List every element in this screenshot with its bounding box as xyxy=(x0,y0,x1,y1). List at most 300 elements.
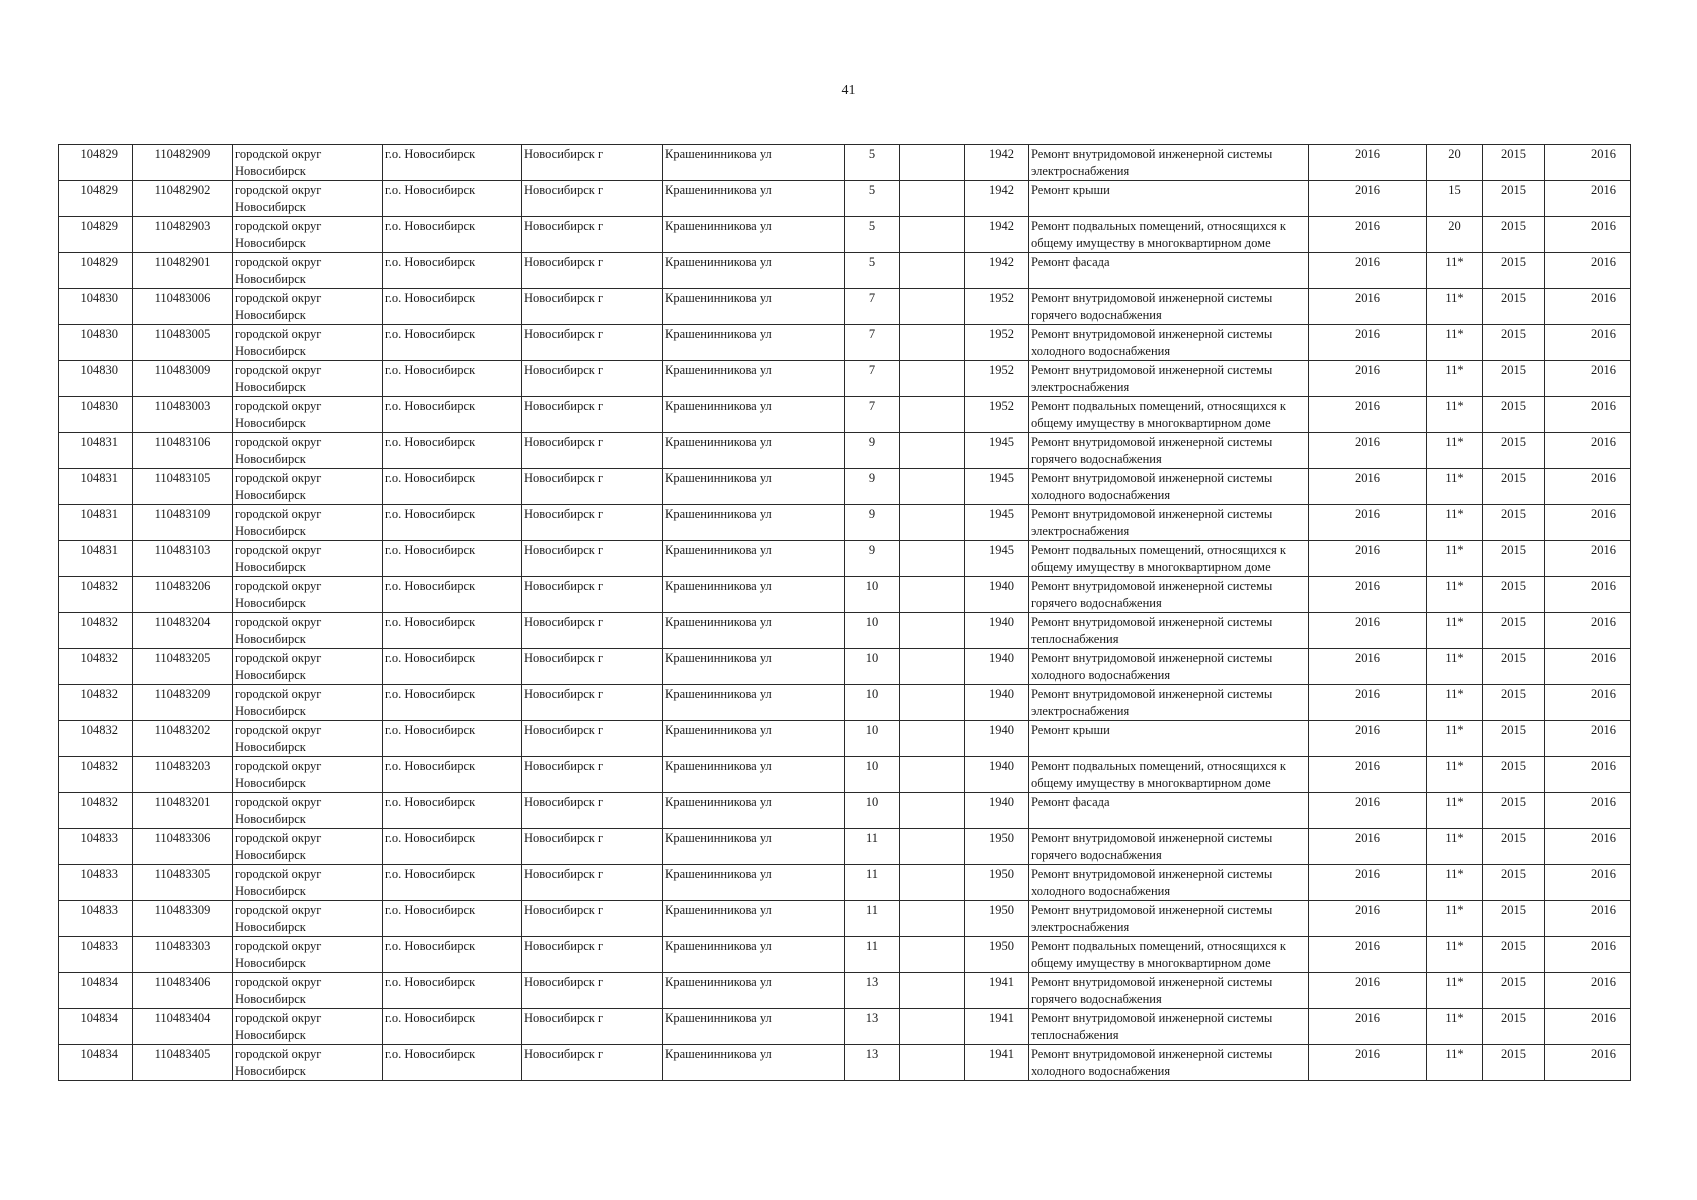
cell-rate: 11* xyxy=(1427,397,1483,433)
cell-construction-year: 1940 xyxy=(965,721,1029,757)
cell-end-year: 2016 xyxy=(1545,541,1631,577)
cell-city: Новосибирск г xyxy=(522,253,663,289)
cell-municipality: городской округ Новосибирск xyxy=(233,577,383,613)
cell-end-year: 2016 xyxy=(1545,253,1631,289)
cell-work-type: Ремонт внутридомовой инженерной системы электроснабжения xyxy=(1029,145,1309,181)
cell-work-type: Ремонт внутридомовой инженерной системы горячего водоснабжения xyxy=(1029,433,1309,469)
cell-construction-year: 1945 xyxy=(965,505,1029,541)
cell-house-id: 104829 xyxy=(59,181,133,217)
cell-work-id: 110483204 xyxy=(133,613,233,649)
cell-house-id: 104832 xyxy=(59,793,133,829)
cell-construction-year: 1942 xyxy=(965,181,1029,217)
cell-municipality: городской округ Новосибирск xyxy=(233,217,383,253)
cell-city: Новосибирск г xyxy=(522,325,663,361)
cell-start-year: 2015 xyxy=(1483,325,1545,361)
cell-house-id: 104829 xyxy=(59,253,133,289)
cell-work-type: Ремонт фасада xyxy=(1029,793,1309,829)
cell-municipality: городской округ Новосибирск xyxy=(233,613,383,649)
cell-municipality: городской округ Новосибирск xyxy=(233,181,383,217)
cell-city: Новосибирск г xyxy=(522,829,663,865)
cell-house-id: 104830 xyxy=(59,289,133,325)
table-row xyxy=(59,793,1631,829)
cell-construction-year: 1950 xyxy=(965,829,1029,865)
cell-house-id: 104831 xyxy=(59,541,133,577)
cell-work-type: Ремонт крыши xyxy=(1029,181,1309,217)
cell-plan-year: 2016 xyxy=(1309,973,1427,1009)
cell-district: г.о. Новосибирск xyxy=(383,145,522,181)
cell-city: Новосибирск г xyxy=(522,973,663,1009)
cell-house-number: 10 xyxy=(845,577,900,613)
cell-district: г.о. Новосибирск xyxy=(383,361,522,397)
cell-municipality: городской округ Новосибирск xyxy=(233,397,383,433)
cell-work-type: Ремонт внутридомовой инженерной системы теплоснабжения xyxy=(1029,1009,1309,1045)
cell-construction-year: 1941 xyxy=(965,1009,1029,1045)
cell-district: г.о. Новосибирск xyxy=(383,1009,522,1045)
cell-rate: 20 xyxy=(1427,217,1483,253)
cell-district: г.о. Новосибирск xyxy=(383,253,522,289)
cell-start-year: 2015 xyxy=(1483,973,1545,1009)
cell-start-year: 2015 xyxy=(1483,613,1545,649)
cell-rate: 11* xyxy=(1427,901,1483,937)
cell-plan-year: 2016 xyxy=(1309,181,1427,217)
cell-start-year: 2015 xyxy=(1483,253,1545,289)
cell-street: Крашенинникова ул xyxy=(663,325,845,361)
cell-rate: 11* xyxy=(1427,1009,1483,1045)
cell-end-year: 2016 xyxy=(1545,757,1631,793)
cell-district: г.о. Новосибирск xyxy=(383,937,522,973)
cell-work-id: 110483006 xyxy=(133,289,233,325)
cell-start-year: 2015 xyxy=(1483,865,1545,901)
cell-municipality: городской округ Новосибирск xyxy=(233,973,383,1009)
cell-work-id: 110483309 xyxy=(133,901,233,937)
cell-building xyxy=(900,649,965,685)
cell-rate: 20 xyxy=(1427,145,1483,181)
cell-work-id: 110483404 xyxy=(133,1009,233,1045)
cell-construction-year: 1940 xyxy=(965,577,1029,613)
cell-house-number: 10 xyxy=(845,793,900,829)
cell-municipality: городской округ Новосибирск xyxy=(233,541,383,577)
cell-city: Новосибирск г xyxy=(522,721,663,757)
cell-municipality: городской округ Новосибирск xyxy=(233,505,383,541)
cell-rate: 11* xyxy=(1427,505,1483,541)
cell-street: Крашенинникова ул xyxy=(663,1045,845,1081)
cell-rate: 11* xyxy=(1427,1045,1483,1081)
cell-building xyxy=(900,541,965,577)
cell-city: Новосибирск г xyxy=(522,217,663,253)
cell-construction-year: 1941 xyxy=(965,1045,1029,1081)
cell-end-year: 2016 xyxy=(1545,145,1631,181)
cell-house-number: 9 xyxy=(845,469,900,505)
cell-rate: 11* xyxy=(1427,865,1483,901)
cell-district: г.о. Новосибирск xyxy=(383,901,522,937)
cell-construction-year: 1952 xyxy=(965,289,1029,325)
cell-rate: 11* xyxy=(1427,793,1483,829)
cell-end-year: 2016 xyxy=(1545,181,1631,217)
cell-construction-year: 1945 xyxy=(965,541,1029,577)
cell-start-year: 2015 xyxy=(1483,757,1545,793)
cell-city: Новосибирск г xyxy=(522,613,663,649)
cell-rate: 11* xyxy=(1427,433,1483,469)
cell-work-id: 110483005 xyxy=(133,325,233,361)
cell-start-year: 2015 xyxy=(1483,1045,1545,1081)
cell-start-year: 2015 xyxy=(1483,181,1545,217)
cell-city: Новосибирск г xyxy=(522,865,663,901)
cell-work-id: 110483303 xyxy=(133,937,233,973)
cell-house-number: 11 xyxy=(845,829,900,865)
cell-building xyxy=(900,685,965,721)
cell-work-id: 110483201 xyxy=(133,793,233,829)
cell-house-number: 13 xyxy=(845,973,900,1009)
cell-work-type: Ремонт внутридомовой инженерной системы теплоснабжения xyxy=(1029,613,1309,649)
table-row xyxy=(59,721,1631,757)
cell-district: г.о. Новосибирск xyxy=(383,1045,522,1081)
cell-work-id: 110482903 xyxy=(133,217,233,253)
cell-municipality: городской округ Новосибирск xyxy=(233,901,383,937)
cell-work-id: 110483009 xyxy=(133,361,233,397)
cell-start-year: 2015 xyxy=(1483,793,1545,829)
cell-house-number: 5 xyxy=(845,145,900,181)
cell-end-year: 2016 xyxy=(1545,649,1631,685)
cell-plan-year: 2016 xyxy=(1309,325,1427,361)
cell-street: Крашенинникова ул xyxy=(663,685,845,721)
cell-house-number: 11 xyxy=(845,937,900,973)
cell-work-type: Ремонт внутридомовой инженерной системы горячего водоснабжения xyxy=(1029,829,1309,865)
cell-end-year: 2016 xyxy=(1545,469,1631,505)
cell-house-id: 104832 xyxy=(59,757,133,793)
cell-house-number: 7 xyxy=(845,361,900,397)
cell-municipality: городской округ Новосибирск xyxy=(233,469,383,505)
cell-house-number: 5 xyxy=(845,217,900,253)
cell-street: Крашенинникова ул xyxy=(663,217,845,253)
cell-building xyxy=(900,325,965,361)
cell-building xyxy=(900,217,965,253)
cell-house-id: 104833 xyxy=(59,865,133,901)
cell-house-id: 104832 xyxy=(59,577,133,613)
cell-street: Крашенинникова ул xyxy=(663,721,845,757)
cell-building xyxy=(900,253,965,289)
cell-end-year: 2016 xyxy=(1545,397,1631,433)
cell-end-year: 2016 xyxy=(1545,289,1631,325)
cell-house-number: 9 xyxy=(845,433,900,469)
table-row xyxy=(59,613,1631,649)
cell-plan-year: 2016 xyxy=(1309,361,1427,397)
cell-plan-year: 2016 xyxy=(1309,1045,1427,1081)
cell-building xyxy=(900,1045,965,1081)
cell-rate: 11* xyxy=(1427,973,1483,1009)
cell-street: Крашенинникова ул xyxy=(663,469,845,505)
cell-plan-year: 2016 xyxy=(1309,865,1427,901)
cell-end-year: 2016 xyxy=(1545,613,1631,649)
cell-work-type: Ремонт внутридомовой инженерной системы электроснабжения xyxy=(1029,505,1309,541)
table-row xyxy=(59,1045,1631,1081)
cell-building xyxy=(900,937,965,973)
table-row xyxy=(59,541,1631,577)
cell-district: г.о. Новосибирск xyxy=(383,397,522,433)
cell-rate: 15 xyxy=(1427,181,1483,217)
cell-street: Крашенинникова ул xyxy=(663,145,845,181)
cell-rate: 11* xyxy=(1427,469,1483,505)
cell-municipality: городской округ Новосибирск xyxy=(233,253,383,289)
cell-plan-year: 2016 xyxy=(1309,433,1427,469)
cell-rate: 11* xyxy=(1427,325,1483,361)
cell-work-id: 110483205 xyxy=(133,649,233,685)
cell-end-year: 2016 xyxy=(1545,433,1631,469)
cell-street: Крашенинникова ул xyxy=(663,649,845,685)
cell-street: Крашенинникова ул xyxy=(663,181,845,217)
cell-house-id: 104834 xyxy=(59,1009,133,1045)
cell-end-year: 2016 xyxy=(1545,1009,1631,1045)
cell-plan-year: 2016 xyxy=(1309,721,1427,757)
cell-house-id: 104831 xyxy=(59,469,133,505)
cell-street: Крашенинникова ул xyxy=(663,433,845,469)
cell-construction-year: 1940 xyxy=(965,685,1029,721)
cell-district: г.о. Новосибирск xyxy=(383,433,522,469)
cell-plan-year: 2016 xyxy=(1309,757,1427,793)
cell-construction-year: 1942 xyxy=(965,253,1029,289)
cell-district: г.о. Новосибирск xyxy=(383,721,522,757)
cell-district: г.о. Новосибирск xyxy=(383,469,522,505)
cell-district: г.о. Новосибирск xyxy=(383,649,522,685)
cell-plan-year: 2016 xyxy=(1309,937,1427,973)
cell-work-type: Ремонт внутридомовой инженерной системы холодного водоснабжения xyxy=(1029,865,1309,901)
table-row xyxy=(59,433,1631,469)
cell-house-number: 10 xyxy=(845,649,900,685)
cell-district: г.о. Новосибирск xyxy=(383,217,522,253)
cell-end-year: 2016 xyxy=(1545,577,1631,613)
cell-rate: 11* xyxy=(1427,685,1483,721)
cell-end-year: 2016 xyxy=(1545,973,1631,1009)
cell-building xyxy=(900,721,965,757)
cell-construction-year: 1950 xyxy=(965,937,1029,973)
cell-municipality: городской округ Новосибирск xyxy=(233,865,383,901)
cell-street: Крашенинникова ул xyxy=(663,757,845,793)
cell-municipality: городской округ Новосибирск xyxy=(233,1045,383,1081)
cell-plan-year: 2016 xyxy=(1309,289,1427,325)
cell-district: г.о. Новосибирск xyxy=(383,577,522,613)
table-row xyxy=(59,469,1631,505)
table-row xyxy=(59,325,1631,361)
cell-construction-year: 1942 xyxy=(965,217,1029,253)
cell-district: г.о. Новосибирск xyxy=(383,181,522,217)
cell-work-type: Ремонт крыши xyxy=(1029,721,1309,757)
cell-work-type: Ремонт подвальных помещений, относящихся к общему имуществу в многоквартирном доме xyxy=(1029,541,1309,577)
cell-work-id: 110482901 xyxy=(133,253,233,289)
table-row xyxy=(59,577,1631,613)
cell-construction-year: 1952 xyxy=(965,361,1029,397)
table-row xyxy=(59,217,1631,253)
cell-house-id: 104831 xyxy=(59,433,133,469)
table-row xyxy=(59,973,1631,1009)
cell-building xyxy=(900,361,965,397)
cell-work-id: 110483206 xyxy=(133,577,233,613)
cell-start-year: 2015 xyxy=(1483,577,1545,613)
cell-end-year: 2016 xyxy=(1545,1045,1631,1081)
repair-register-table xyxy=(58,144,1631,1081)
cell-construction-year: 1952 xyxy=(965,397,1029,433)
cell-house-id: 104834 xyxy=(59,973,133,1009)
cell-construction-year: 1950 xyxy=(965,901,1029,937)
cell-end-year: 2016 xyxy=(1545,721,1631,757)
cell-house-number: 9 xyxy=(845,541,900,577)
cell-street: Крашенинникова ул xyxy=(663,505,845,541)
cell-start-year: 2015 xyxy=(1483,505,1545,541)
cell-start-year: 2015 xyxy=(1483,361,1545,397)
cell-work-type: Ремонт внутридомовой инженерной системы электроснабжения xyxy=(1029,361,1309,397)
cell-rate: 11* xyxy=(1427,361,1483,397)
cell-start-year: 2015 xyxy=(1483,145,1545,181)
table-row xyxy=(59,289,1631,325)
cell-start-year: 2015 xyxy=(1483,901,1545,937)
cell-rate: 11* xyxy=(1427,757,1483,793)
cell-building xyxy=(900,865,965,901)
cell-building xyxy=(900,397,965,433)
cell-street: Крашенинникова ул xyxy=(663,397,845,433)
cell-house-number: 7 xyxy=(845,289,900,325)
cell-building xyxy=(900,973,965,1009)
cell-street: Крашенинникова ул xyxy=(663,253,845,289)
cell-work-id: 110483209 xyxy=(133,685,233,721)
cell-building xyxy=(900,793,965,829)
cell-start-year: 2015 xyxy=(1483,721,1545,757)
cell-city: Новосибирск г xyxy=(522,1045,663,1081)
cell-house-id: 104829 xyxy=(59,145,133,181)
cell-start-year: 2015 xyxy=(1483,541,1545,577)
cell-municipality: городской округ Новосибирск xyxy=(233,829,383,865)
cell-house-number: 9 xyxy=(845,505,900,541)
table-row xyxy=(59,829,1631,865)
cell-house-id: 104829 xyxy=(59,217,133,253)
cell-work-id: 110483306 xyxy=(133,829,233,865)
cell-building xyxy=(900,613,965,649)
cell-house-number: 10 xyxy=(845,685,900,721)
cell-building xyxy=(900,181,965,217)
cell-end-year: 2016 xyxy=(1545,505,1631,541)
cell-house-id: 104833 xyxy=(59,937,133,973)
cell-street: Крашенинникова ул xyxy=(663,361,845,397)
cell-municipality: городской округ Новосибирск xyxy=(233,361,383,397)
cell-end-year: 2016 xyxy=(1545,685,1631,721)
cell-house-number: 7 xyxy=(845,325,900,361)
cell-street: Крашенинникова ул xyxy=(663,613,845,649)
cell-house-id: 104833 xyxy=(59,829,133,865)
cell-construction-year: 1942 xyxy=(965,145,1029,181)
cell-end-year: 2016 xyxy=(1545,793,1631,829)
cell-plan-year: 2016 xyxy=(1309,217,1427,253)
cell-municipality: городской округ Новосибирск xyxy=(233,325,383,361)
cell-municipality: городской округ Новосибирск xyxy=(233,793,383,829)
cell-municipality: городской округ Новосибирск xyxy=(233,145,383,181)
cell-rate: 11* xyxy=(1427,937,1483,973)
cell-work-type: Ремонт подвальных помещений, относящихся к общему имуществу в многоквартирном доме xyxy=(1029,217,1309,253)
cell-end-year: 2016 xyxy=(1545,325,1631,361)
cell-building xyxy=(900,829,965,865)
cell-district: г.о. Новосибирск xyxy=(383,865,522,901)
cell-construction-year: 1940 xyxy=(965,613,1029,649)
cell-work-id: 110482902 xyxy=(133,181,233,217)
table-row xyxy=(59,253,1631,289)
cell-work-id: 110483103 xyxy=(133,541,233,577)
table-row xyxy=(59,937,1631,973)
table-row xyxy=(59,901,1631,937)
page-number: 41 xyxy=(841,83,856,98)
cell-rate: 11* xyxy=(1427,721,1483,757)
cell-plan-year: 2016 xyxy=(1309,253,1427,289)
cell-start-year: 2015 xyxy=(1483,1009,1545,1045)
cell-city: Новосибирск г xyxy=(522,1009,663,1045)
cell-end-year: 2016 xyxy=(1545,901,1631,937)
table-row xyxy=(59,181,1631,217)
cell-street: Крашенинникова ул xyxy=(663,793,845,829)
cell-work-id: 110483105 xyxy=(133,469,233,505)
cell-city: Новосибирск г xyxy=(522,361,663,397)
cell-municipality: городской округ Новосибирск xyxy=(233,1009,383,1045)
cell-work-type: Ремонт подвальных помещений, относящихся к общему имуществу в многоквартирном доме xyxy=(1029,397,1309,433)
cell-house-id: 104832 xyxy=(59,721,133,757)
cell-work-type: Ремонт внутридомовой инженерной системы горячего водоснабжения xyxy=(1029,577,1309,613)
cell-work-id: 110483203 xyxy=(133,757,233,793)
cell-start-year: 2015 xyxy=(1483,937,1545,973)
cell-plan-year: 2016 xyxy=(1309,469,1427,505)
cell-street: Крашенинникова ул xyxy=(663,541,845,577)
table-row xyxy=(59,1009,1631,1045)
cell-house-id: 104833 xyxy=(59,901,133,937)
cell-city: Новосибирск г xyxy=(522,289,663,325)
cell-work-type: Ремонт внутридомовой инженерной системы холодного водоснабжения xyxy=(1029,649,1309,685)
cell-construction-year: 1940 xyxy=(965,649,1029,685)
cell-district: г.о. Новосибирск xyxy=(383,613,522,649)
cell-plan-year: 2016 xyxy=(1309,901,1427,937)
cell-city: Новосибирск г xyxy=(522,901,663,937)
cell-district: г.о. Новосибирск xyxy=(383,829,522,865)
cell-work-id: 110483406 xyxy=(133,973,233,1009)
cell-city: Новосибирск г xyxy=(522,145,663,181)
cell-work-id: 110483305 xyxy=(133,865,233,901)
cell-construction-year: 1950 xyxy=(965,865,1029,901)
cell-plan-year: 2016 xyxy=(1309,541,1427,577)
cell-plan-year: 2016 xyxy=(1309,145,1427,181)
table-row xyxy=(59,649,1631,685)
cell-house-id: 104830 xyxy=(59,325,133,361)
cell-building xyxy=(900,145,965,181)
cell-district: г.о. Новосибирск xyxy=(383,685,522,721)
cell-rate: 11* xyxy=(1427,613,1483,649)
cell-plan-year: 2016 xyxy=(1309,1009,1427,1045)
cell-street: Крашенинникова ул xyxy=(663,901,845,937)
cell-plan-year: 2016 xyxy=(1309,613,1427,649)
cell-work-type: Ремонт внутридомовой инженерной системы горячего водоснабжения xyxy=(1029,973,1309,1009)
cell-start-year: 2015 xyxy=(1483,289,1545,325)
cell-municipality: городской округ Новосибирск xyxy=(233,649,383,685)
cell-work-type: Ремонт внутридомовой инженерной системы холодного водоснабжения xyxy=(1029,325,1309,361)
cell-work-type: Ремонт подвальных помещений, относящихся к общему имуществу в многоквартирном доме xyxy=(1029,937,1309,973)
cell-start-year: 2015 xyxy=(1483,685,1545,721)
cell-municipality: городской округ Новосибирск xyxy=(233,289,383,325)
table-row xyxy=(59,145,1631,181)
table-row xyxy=(59,757,1631,793)
cell-municipality: городской округ Новосибирск xyxy=(233,433,383,469)
cell-house-number: 5 xyxy=(845,253,900,289)
cell-city: Новосибирск г xyxy=(522,433,663,469)
cell-end-year: 2016 xyxy=(1545,217,1631,253)
cell-street: Крашенинникова ул xyxy=(663,973,845,1009)
cell-street: Крашенинникова ул xyxy=(663,829,845,865)
table-row xyxy=(59,361,1631,397)
cell-municipality: городской округ Новосибирск xyxy=(233,937,383,973)
cell-city: Новосибирск г xyxy=(522,577,663,613)
cell-city: Новосибирск г xyxy=(522,937,663,973)
cell-house-number: 7 xyxy=(845,397,900,433)
cell-work-type: Ремонт внутридомовой инженерной системы холодного водоснабжения xyxy=(1029,1045,1309,1081)
